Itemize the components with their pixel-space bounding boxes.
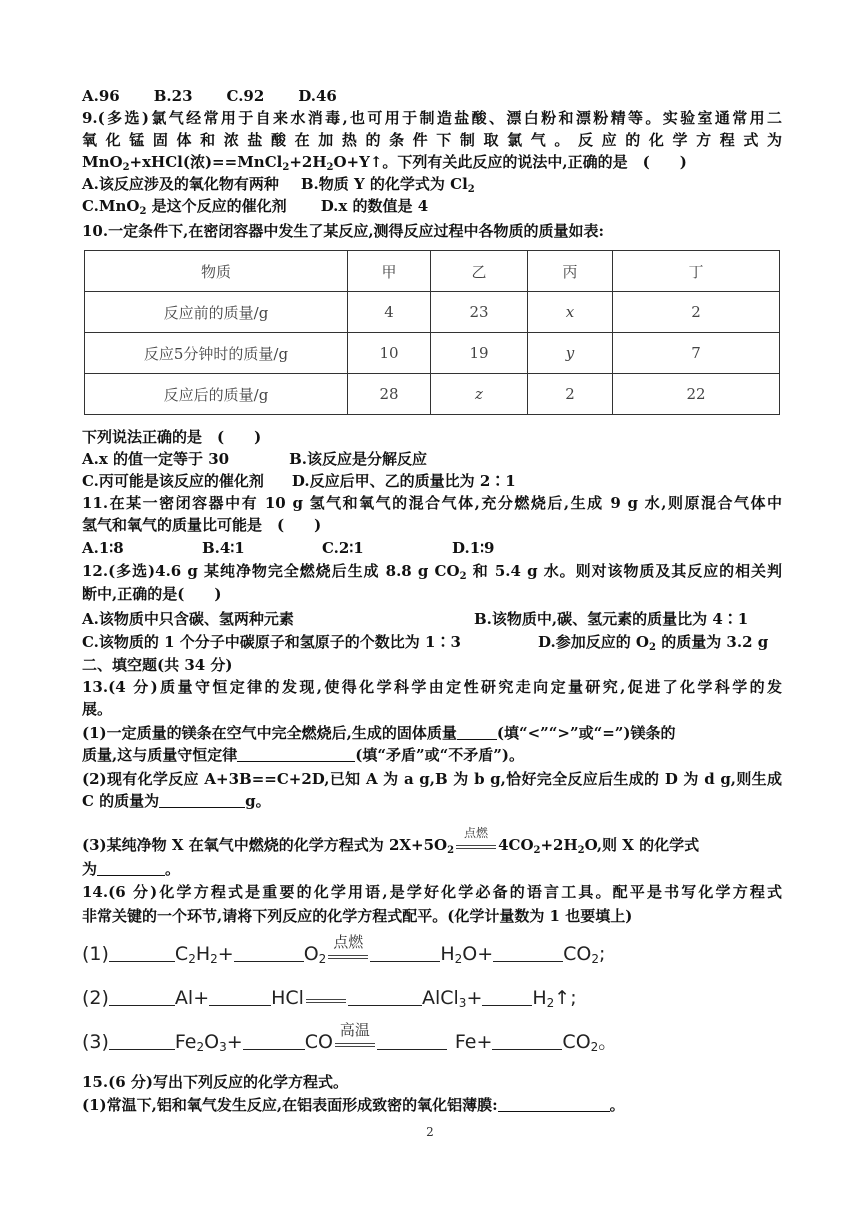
q12-options-cd xyxy=(82,632,782,652)
coefficient-blank[interactable] xyxy=(209,987,271,1006)
coefficient-blank[interactable] xyxy=(492,1031,562,1050)
q12-options-ab xyxy=(82,609,782,629)
table-cell: 反应5分钟时的质量/g xyxy=(85,333,348,374)
table-cell: z xyxy=(431,374,528,415)
coefficient-blank[interactable] xyxy=(493,943,563,962)
q9-option-b: B.物质 Y 的化学式为 $Cl_2$ xyxy=(300,175,475,195)
table-cell: 反应前的质量/g xyxy=(85,292,348,333)
table-cell: 7 xyxy=(613,333,780,374)
table-row xyxy=(85,374,780,415)
coefficient-blank[interactable] xyxy=(109,1031,175,1050)
q13-part2-line1: (2)现有化学反应 A+3B==C+2D,已知 A 为 a g,B 为 b g,恰好完全反应后生成的 D 为 d g,则生成 xyxy=(82,770,782,788)
q8-options xyxy=(82,86,782,106)
reaction-condition-arrow: 点燃 xyxy=(454,834,498,854)
coefficient-blank[interactable] xyxy=(243,1031,305,1050)
q10-option-a: A.x 的值一定等于 30 xyxy=(82,450,230,468)
q9-options-ab xyxy=(82,174,782,194)
q14-line2: 非常关键的一个环节,请将下列反应的化学方程式配平。(化学计量数为 1 也要填上) xyxy=(82,907,633,925)
q11-line2: 氢气和氧气的质量比可能是 ( ) xyxy=(82,516,322,534)
q9-line3: MnO$_2$+xHCl(浓)$==MnCl_2+2H_2O+Y↑$。下列有关此反应的说法中,正确的是 ( ) xyxy=(82,153,687,173)
answer-blank[interactable] xyxy=(237,746,355,762)
q8-option-d: D.46 xyxy=(298,87,337,105)
coefficient-blank[interactable] xyxy=(109,987,175,1006)
q10-option-b: B.该反应是分解反应 xyxy=(289,450,428,468)
table-cell: 10 xyxy=(348,333,431,374)
table-row xyxy=(85,251,780,292)
table-header-cell: 物质 xyxy=(85,251,348,292)
reaction-condition-arrow: 点燃 xyxy=(326,944,370,964)
q13-line1: 13.(4 分)质量守恒定律的发现,使得化学科学由定性研究走向定量研究,促进了化学科学的发 xyxy=(82,678,782,696)
q12-option-b: B.该物质中,碳、氢元素的质量比为 4∶1 xyxy=(474,610,749,628)
q9-line1: 9.(多选)氯气经常用于自来水消毒,也可用于制造盐酸、漂白粉和漂粉精等。实验室通常用二 xyxy=(82,109,782,127)
coefficient-blank[interactable] xyxy=(348,987,422,1006)
table-row xyxy=(85,292,780,333)
coefficient-blank[interactable] xyxy=(234,943,304,962)
table-cell: 23 xyxy=(431,292,528,333)
q15-line1: 15.(6 分)写出下列反应的化学方程式。 xyxy=(82,1073,348,1091)
q9-line2: 氧化锰固体和浓盐酸在加热的条件下制取氯气。反应的化学方程式为 xyxy=(82,131,782,149)
table-cell: 4 xyxy=(348,292,431,333)
equation-1: (1) $C_2H_2+ O_2$ 点燃 $H_2O+ CO_2$; xyxy=(82,933,606,966)
coefficient-blank[interactable] xyxy=(377,1031,447,1050)
table-header-cell: 乙 xyxy=(431,251,528,292)
table-cell: x xyxy=(528,292,613,333)
q13-part3-line1: (3)某纯净物 X 在氧气中燃烧的化学方程式为 $2X+5O_2$ 点燃 $4CO_2+2H_2O$,则 X 的化学式 xyxy=(82,826,700,856)
mass-table xyxy=(84,250,780,415)
answer-blank[interactable] xyxy=(457,724,497,740)
q13-part2-line2: C 的质量为 g。 xyxy=(82,792,271,810)
table-header-cell: 丙 xyxy=(528,251,613,292)
q10-options-cd xyxy=(82,471,782,491)
answer-blank[interactable] xyxy=(97,860,165,876)
q15-part1: (1)常温下,铝和氧气发生反应,在铝表面形成致密的氧化铝薄膜: 。 xyxy=(82,1096,625,1114)
equation-3: (3) $Fe_2O_3+$ CO 高温 $Fe+ CO_2$。 xyxy=(82,1021,618,1054)
equation-2: (2) Al+ HCl AlCl$_3$+ $H_2↑$; xyxy=(82,987,577,1010)
q12-option-d: D.参加反应的 $O_2$ 的质量为 3.2 g xyxy=(538,633,769,653)
q13-part1-line1: (1)一定质量的镁条在空气中完全燃烧后,生成的固体质量 (填“<”“>”或“=”)镁条的 xyxy=(82,724,676,742)
q8-option-a: A.96 xyxy=(82,87,120,105)
q12-line1: 12.(多选)4.6 g 某纯净物完全燃烧后生成 8.8 g $CO_2$ 和 5.4 g 水。则对该物质及其反应的相关判 xyxy=(82,562,782,582)
table-cell: y xyxy=(528,333,613,374)
q8-option-c: C.92 xyxy=(226,87,265,105)
q9-option-c: C.MnO$_2$ 是这个反应的催化剂 xyxy=(82,197,287,217)
q13-part1-line2: 质量,这与质量守恒定律 (填“矛盾”或“不矛盾”)。 xyxy=(82,746,524,764)
q13-part3-line2: 为 。 xyxy=(82,860,181,878)
section-heading: 二、填空题(共 34 分) xyxy=(82,656,233,674)
q11-option-a: A.1∶8 xyxy=(82,539,124,557)
table-cell: 2 xyxy=(613,292,780,333)
table-cell: 19 xyxy=(431,333,528,374)
page-number: 2 xyxy=(426,1125,434,1139)
q11-line1: 11.在某一密闭容器中有 10 g 氢气和氧气的混合气体,充分燃烧后,生成 9 g 水,则原混合气体中 xyxy=(82,494,782,512)
q11-option-b: B.4∶1 xyxy=(202,539,245,557)
q10-option-d: D.反应后甲、乙的质量比为 2∶1 xyxy=(291,472,516,490)
answer-blank[interactable] xyxy=(159,792,245,808)
q14-line1: 14.(6 分)化学方程式是重要的化学用语,是学好化学必备的语言工具。配平是书写化学方程式 xyxy=(82,883,782,901)
q10-option-c: C.丙可能是该反应的催化剂 xyxy=(82,472,264,490)
q10-ask: 下列说法正确的是 ( ) xyxy=(82,428,262,446)
coefficient-blank[interactable] xyxy=(370,943,440,962)
q11-option-c: C.2∶1 xyxy=(322,539,364,557)
coefficient-blank[interactable] xyxy=(109,943,175,962)
table-row xyxy=(85,333,780,374)
table-cell: 2 xyxy=(528,374,613,415)
table-cell: 反应后的质量/g xyxy=(85,374,348,415)
q9-option-d: D.x 的数值是 4 xyxy=(320,197,429,215)
table-cell: 22 xyxy=(613,374,780,415)
q13-line2: 展。 xyxy=(82,700,113,718)
q8-option-b: B.23 xyxy=(153,87,193,105)
q12-option-a: A.该物质中只含碳、氢两种元素 xyxy=(82,610,294,628)
q9-options-cd xyxy=(82,196,782,216)
coefficient-blank[interactable] xyxy=(482,987,532,1006)
reaction-condition-arrow: 高温 xyxy=(333,1032,377,1052)
q12-option-c: C.该物质的 1 个分子中碳原子和氢原子的个数比为 1∶3 xyxy=(82,633,461,651)
table-cell: 28 xyxy=(348,374,431,415)
table-header-cell: 甲 xyxy=(348,251,431,292)
q9-option-a: A.该反应涉及的氧化物有两种 xyxy=(82,175,279,193)
q11-options xyxy=(82,538,782,558)
reaction-arrow xyxy=(304,988,348,1008)
q10-stem: 10.一定条件下,在密闭容器中发生了某反应,测得反应过程中各物质的质量如表: xyxy=(82,222,605,240)
answer-blank[interactable] xyxy=(498,1096,610,1112)
q12-line2: 断中,正确的是( ) xyxy=(82,585,222,603)
table-header-cell: 丁 xyxy=(613,251,780,292)
q10-options-ab xyxy=(82,449,782,469)
q11-option-d: D.1∶9 xyxy=(452,539,495,557)
